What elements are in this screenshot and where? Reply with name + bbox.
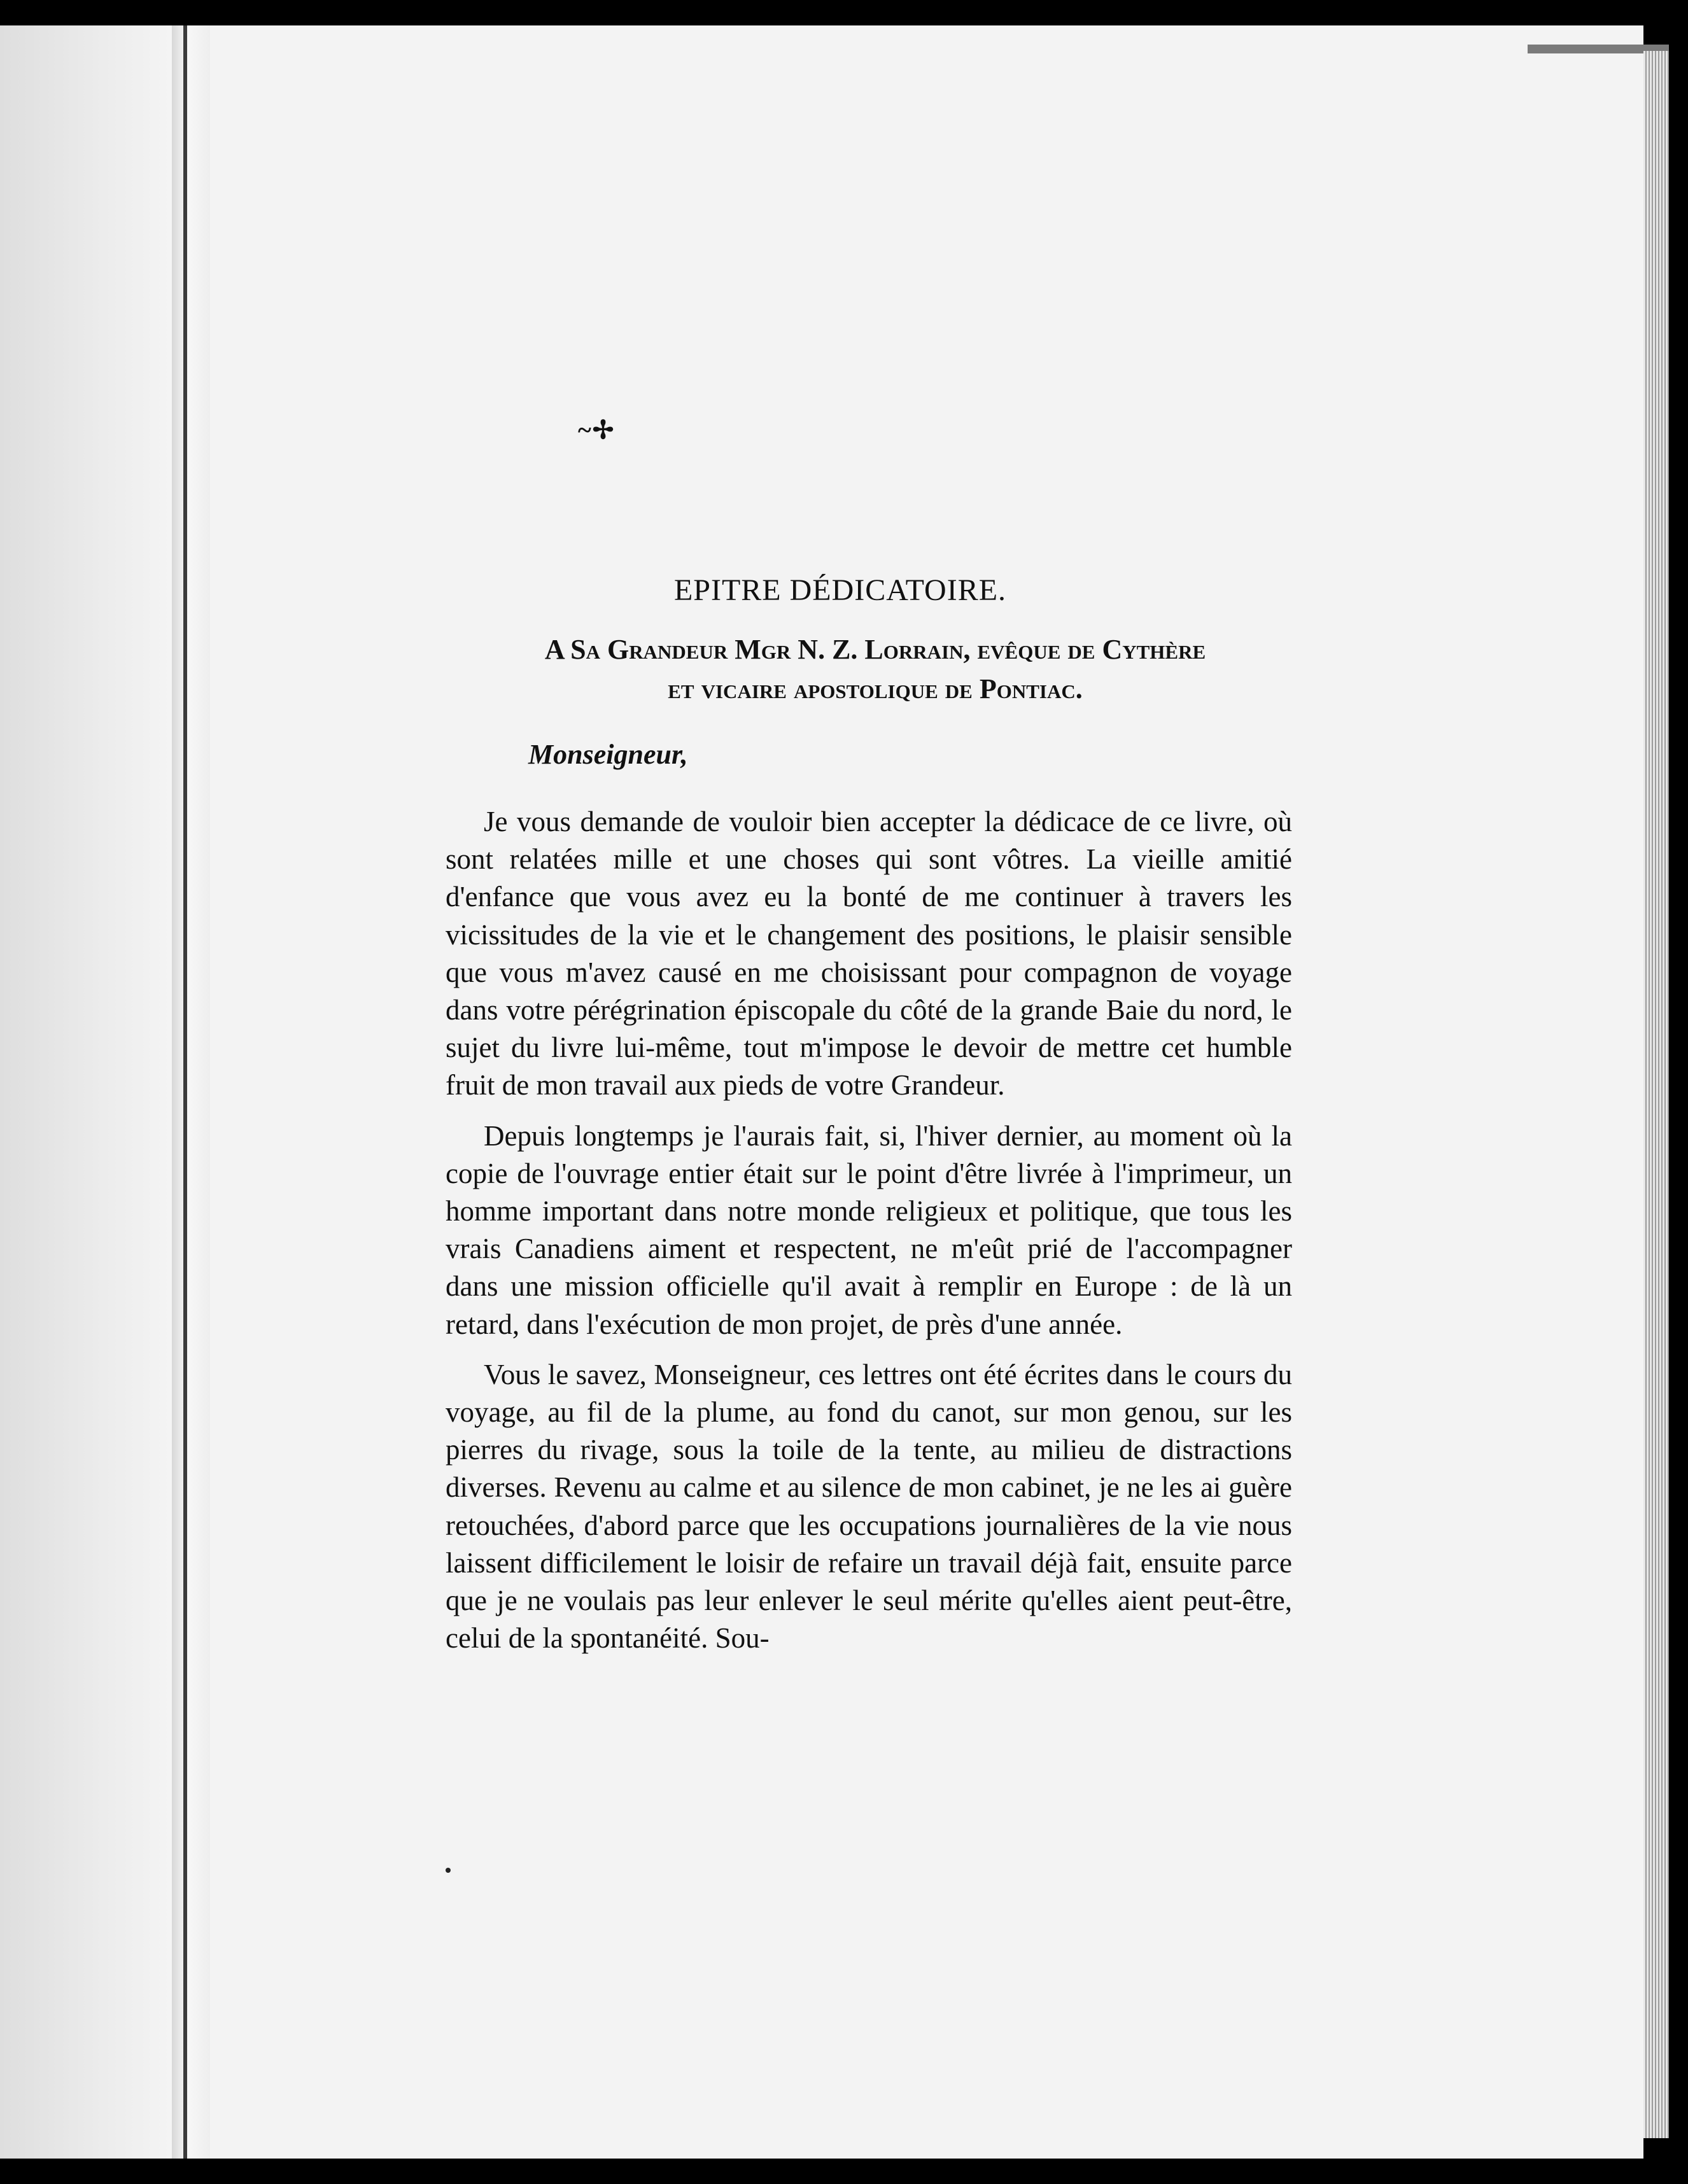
dedication-body — [446, 803, 1292, 1670]
addressee-line-2: et vicaire apostolique de Pontiac. — [668, 673, 1083, 704]
page-title: EPITRE DÉDICATOIRE. — [673, 573, 1007, 607]
addressee-line-1: A Sa Grandeur Mgr N. Z. Lorrain, evêque de Cythère — [544, 634, 1206, 665]
ink-speck — [446, 1868, 451, 1873]
dedication-addressee — [458, 630, 1292, 709]
book-fore-edge — [1643, 51, 1669, 2138]
paragraph: Je vous demande de vouloir bien accepter la dédicace de ce livre, où sont relatées mille et une choses qui sont vôtres. La vieille amitié d'enfance que vous avez eu la bonté de me continuer à travers les vicissitudes de la vie et le changement des positions, le plaisir sensible que vous m'avez causé en me choisissant pour compagnon de voyage dans votre pérégrination épiscopale du côté de la grande Baie du nord, le sujet du livre lui-même, tout m'impose le devoir de mettre cet humble fruit de mon travail aux pieds de votre Grandeur. — [446, 806, 1292, 1102]
paragraph: Depuis longtemps je l'aurais fait, si, l'hiver dernier, au moment où la copie de l'ouvrage entier était sur le point d'être livrée à l'imprimeur, un homme important dans notre monde religieux et politique, que tous les vrais Canadiens aiment et respectent, ne m'eût prié de l'accompagner dans une mission officielle qu'il avait à remplir en Europe : de là un retard, dans l'exécution de mon projet, de près d'une année. — [446, 1119, 1292, 1340]
printer-ornament: ~✢ — [578, 416, 615, 444]
salutation: Monseigneur, — [528, 739, 688, 770]
previous-page-edge — [0, 25, 172, 2159]
book-gutter — [172, 25, 210, 2159]
paragraph: Vous le savez, Monseigneur, ces lettres ont été écrites dans le cours du voyage, au fil de la plume, au fond du canot, sur mon genou, sur les pierres du rivage, sous la toile de la tente, au milieu de distractions diverses. Revenu au calme et au silence de mon cabinet, je ne les ai guère retouchées, d'abord parce que les occupations journalières de la vie nous laissent difficilement le loisir de refaire un travail déjà fait, ensuite parce que je ne voulais pas leur enlever le seul mérite qu'elles aient peut-être, celui de la spontanéité. Sou- — [446, 1358, 1292, 1655]
